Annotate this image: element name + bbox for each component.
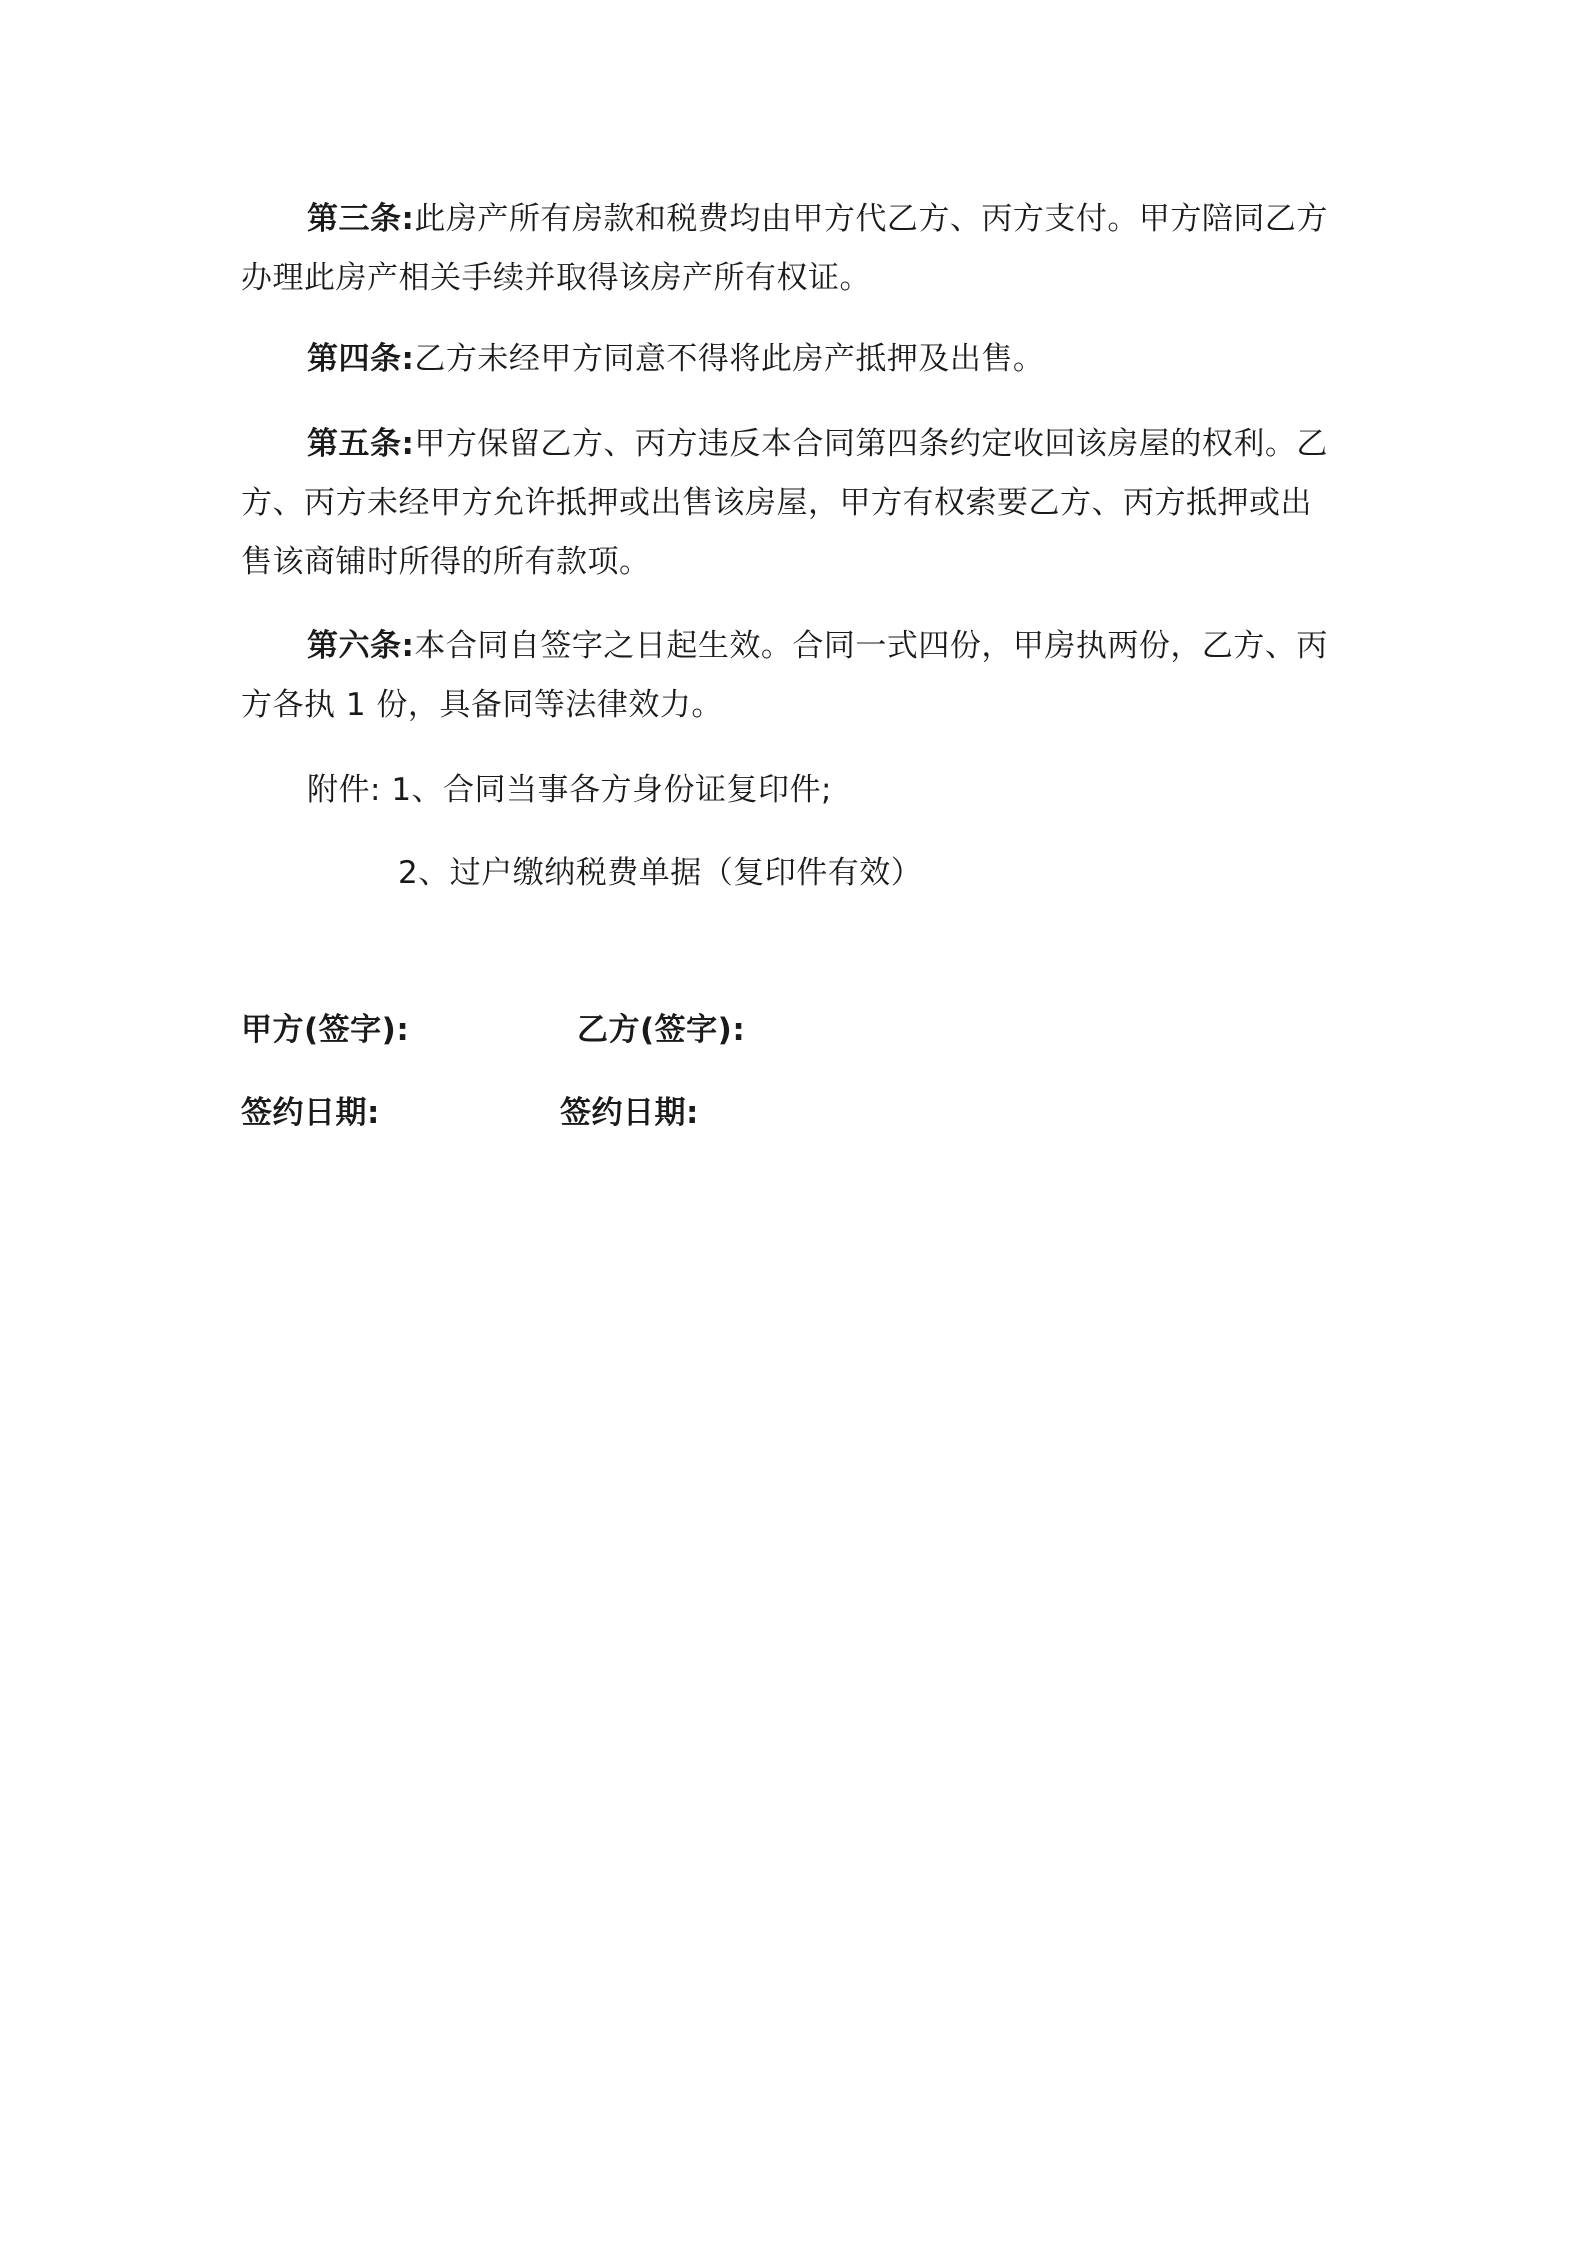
article-4-text: 乙方未经甲方同意不得将此房产抵押及出售。	[414, 341, 1045, 377]
attachments-label: 附件:	[307, 772, 381, 808]
party-a-signature-label: 甲方(签字):	[241, 1012, 410, 1048]
article-4-heading: 第四条:	[307, 341, 415, 377]
article-4	[241, 330, 1341, 389]
party-a-date-label: 签约日期:	[241, 1095, 380, 1131]
article-5-heading: 第五条:	[307, 426, 415, 462]
attachments-line-1	[307, 770, 832, 810]
article-6	[241, 617, 1341, 735]
party-b-signature-label: 乙方(签字):	[577, 1012, 746, 1048]
article-6-text: 本合同自签字之日起生效。合同一式四份，甲房执两份，乙方、丙方各执 1 份，具备同等法律效力。	[241, 628, 1328, 723]
article-5	[241, 415, 1341, 592]
article-5-text: 甲方保留乙方、丙方违反本合同第四条约定收回该房屋的权利。乙方、丙方未经甲方允许抵押或出售该房屋，甲方有权索要乙方、丙方抵押或出售该商铺时所得的所有款项。	[241, 426, 1328, 580]
article-6-heading: 第六条:	[307, 628, 415, 664]
article-3	[241, 190, 1341, 308]
party-b-date-label: 签约日期:	[560, 1095, 699, 1131]
article-3-text: 此房产所有房款和税费均由甲方代乙方、丙方支付。甲方陪同乙方办理此房产相关手续并取得该房产所有权证。	[241, 201, 1328, 296]
article-3-heading: 第三条:	[307, 201, 415, 237]
attachment-item-1: 1、合同当事各方身份证复印件;	[391, 772, 832, 808]
attachment-item-2: 2、过户缴纳税费单据（复印件有效）	[398, 855, 923, 891]
